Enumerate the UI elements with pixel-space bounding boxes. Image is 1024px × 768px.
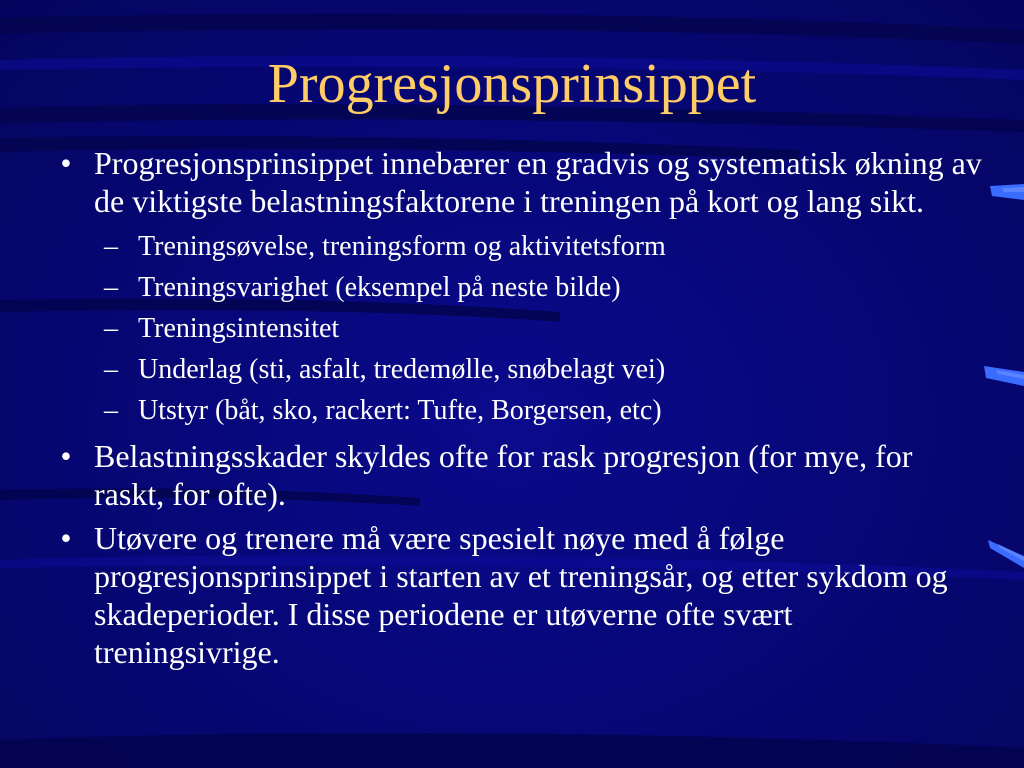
sub-dash: –: [104, 395, 118, 426]
sub-item: [54, 390, 984, 431]
sub-dash: –: [104, 313, 118, 344]
sub-item-text: Treningsøvelse, treningsform og aktivitetsform: [138, 231, 666, 262]
sub-item: [54, 308, 984, 349]
slide-title: Progresjonsprinsippet: [267, 53, 757, 115]
bullet-dot: •: [60, 438, 72, 474]
sub-item: [54, 226, 984, 267]
sub-item: [54, 267, 984, 308]
bullet-text: Utøvere og trenere må være spesielt nøye med å følge progresjonsprinsippet i starten av et treningsår, og etter sykdom og skadeperioder. I disse periodene er utøverne ofte svært treningsivrige.: [94, 520, 948, 670]
bullet-text: Belastningsskader skyldes ofte for rask progresjon (for mye, for raskt, for ofte).: [94, 438, 913, 512]
sub-dash: –: [104, 231, 118, 262]
sub-dash: –: [104, 272, 118, 303]
sub-item-text: Utstyr (båt, sko, rackert: Tufte, Borgersen, etc): [138, 395, 662, 426]
bullet-dot: •: [60, 520, 72, 556]
bullet-dot: •: [60, 145, 72, 181]
bullet-text: Progresjonsprinsippet innebærer en gradvis og systematisk økning av de viktigste belastningsfaktorene i treningen på kort og lang sikt.: [94, 145, 982, 219]
bullet-item: [54, 437, 984, 513]
sub-item-text: Underlag (sti, asfalt, tredemølle, snøbelagt vei): [138, 354, 666, 385]
sub-dash: –: [104, 354, 118, 385]
sub-item-text: Treningsintensitet: [138, 313, 340, 344]
bullet-item: [54, 144, 984, 220]
slide-body: [54, 144, 984, 677]
sub-list: [54, 226, 984, 431]
bullet-item: [54, 519, 984, 671]
sub-item: [54, 349, 984, 390]
sub-item-text: Treningsvarighet (eksempel på neste bilde): [138, 272, 621, 303]
